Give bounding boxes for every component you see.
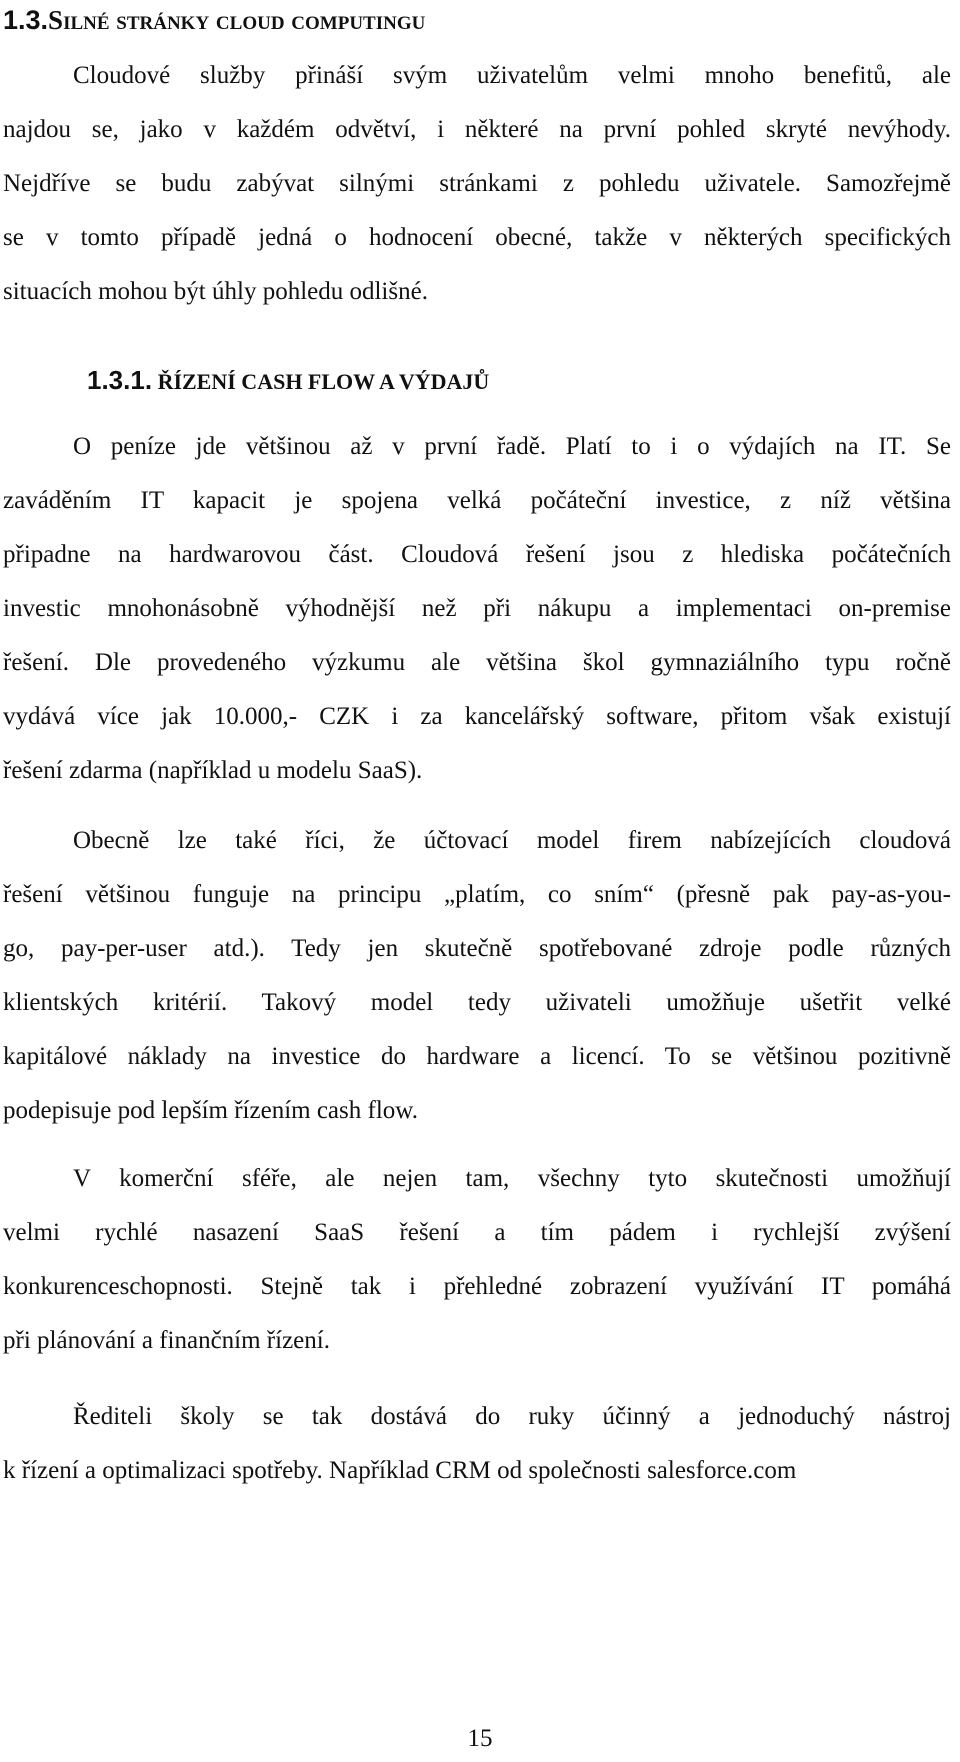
text-line: go, pay-per-user atd.). Tedy jen skutečně spotřebované zdroje podle různých [3, 935, 951, 962]
text-line: vydává více jak 10.000,- CZK i za kancelářský software, přitom však existují [3, 703, 951, 730]
section-heading [3, 0, 953, 40]
text-line: konkurenceschopnosti. Stejně tak i přehledné zobrazení využívání IT pomáhá [3, 1273, 951, 1300]
text-line: investic mnohonásobně výhodnější než při nákupu a implementaci on-premise [3, 595, 951, 622]
text-line: velmi rychlé nasazení SaaS řešení a tím pádem i rychlejší zvýšení [3, 1219, 951, 1246]
section-title: Silné stránky cloud computingu [48, 5, 426, 35]
text-line: Cloudové služby přináší svým uživatelům velmi mnoho benefitů, ale [73, 62, 951, 89]
text-line: zaváděním IT kapacit je spojena velká počáteční investice, z níž většina [3, 487, 951, 514]
text-line: kapitálové náklady na investice do hardware a licencí. To se většinou pozitivně [3, 1043, 951, 1070]
text-line: klientských kritérií. Takový model tedy uživateli umožňuje ušetřit velké [3, 989, 951, 1016]
text-line: při plánování a finančním řízení. [3, 1327, 330, 1354]
paragraph-commercial [3, 1152, 951, 1368]
paragraph-intro [3, 49, 951, 319]
text-line: připadne na hardwarovou část. Cloudová řešení jsou z hlediska počátečních [3, 541, 951, 568]
paragraph-billing-model [3, 814, 951, 1138]
text-line: najdou se, jako v každém odvětví, i některé na první pohled skryté nevýhody. [3, 116, 951, 143]
text-line: situacích mohou být úhly pohledu odlišné. [3, 278, 428, 305]
text-line: V komerční sféře, ale nejen tam, všechny tyto skutečnosti umožňují [73, 1165, 951, 1192]
paragraph-director [3, 1390, 951, 1498]
text-line: Nejdříve se budu zabývat silnými stránkami z pohledu uživatele. Samozřejmě [3, 170, 951, 197]
subsection-heading [87, 360, 947, 400]
text-line: řešení většinou funguje na principu „platím, co sním“ (přesně pak pay-as-you- [3, 881, 951, 908]
text-line: k řízení a optimalizaci spotřeby. Například CRM od společnosti salesforce.com [3, 1457, 797, 1484]
paragraph-cash-flow [3, 420, 951, 798]
page-number: 15 [467, 1725, 493, 1752]
text-line: řešení. Dle provedeného výzkumu ale většina škol gymnaziálního typu ročně [3, 649, 951, 676]
text-line: řešení zdarma (například u modelu SaaS). [3, 757, 423, 784]
section-number: 1.3. [3, 5, 49, 35]
text-line: podepisuje pod lepším řízením cash flow. [3, 1097, 418, 1124]
text-line: O peníze jde většinou až v první řadě. Platí to i o výdajích na IT. Se [73, 433, 951, 460]
text-line: se v tomto případě jedná o hodnocení obecné, takže v některých specifických [3, 224, 951, 251]
text-line: Obecně lze také říci, že účtovací model firem nabízejících cloudová [73, 827, 951, 854]
text-line: Řediteli školy se tak dostává do ruky účinný a jednoduchý nástroj [73, 1403, 951, 1430]
subsection-title: ŘÍZENÍ CASH FLOW A VÝDAJŮ [157, 369, 490, 394]
subsection-number: 1.3.1. [87, 365, 153, 395]
